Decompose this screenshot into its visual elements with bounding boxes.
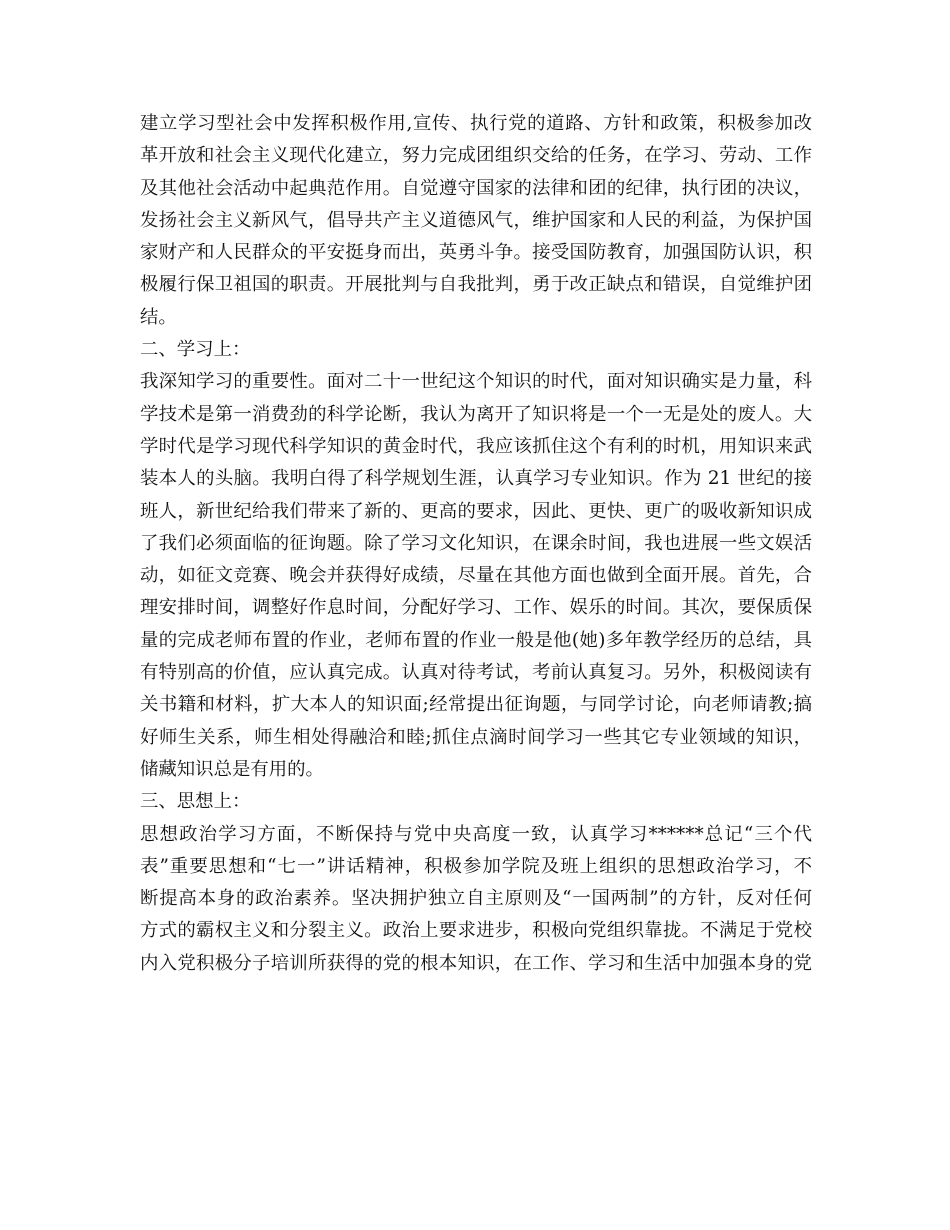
text-line: 理安排时间，调整好作息时间，分配好学习、工作、娱乐的时间。其次，要保质保 [140,597,812,619]
text-line: 内入党积极分子培训所获得的党的根本知识，在工作、学习和生活中加强本身的党 [140,952,812,974]
text-line: 及其他社会活动中起典范作用。自觉遵守国家的法律和团的纪律，执行团的决议， [140,177,812,199]
text-line: 装本人的头脑。我明白得了科学规划生涯，认真学习专业知识。作为 21 世纪的接 [140,468,812,490]
text-line: 了我们必须面临的征询题。除了学习文化知识，在课余时间，我也进展一些文娱活 [140,532,812,554]
document-body [140,108,812,980]
text-line: 有特别高的价值，应认真完成。认真对待考试，考前认真复习。另外，积极阅读有 [140,662,812,684]
text-line: 学时代是学习现代科学知识的黄金时代，我应该抓住这个有利的时机，用知识来武 [140,435,812,457]
text-line: 储藏知识总是有用的。 [140,758,324,780]
text-line: 发扬社会主义新风气，倡导共产主义道德风气，维护国家和人民的利益，为保护国 [140,209,812,231]
text-line: 我深知学习的重要性。面对二十一世纪这个知识的时代，面对知识确实是力量，科 [140,371,812,393]
text-line: 革开放和社会主义现代化建立，努力完成团组织交给的任务，在学习、劳动、工作 [140,145,812,167]
text-line: 方式的霸权主义和分裂主义。政治上要求进步，积极向党组织靠拢。不满足于党校 [140,920,812,942]
text-line: 量的完成老师布置的作业，老师布置的作业一般是他(她)多年教学经历的总结，具 [140,629,812,651]
text-line: 班人，新世纪给我们带来了新的、更高的要求，因此、更快、更广的吸收新知识成 [140,500,812,522]
section-heading: 二、学习上： [140,339,251,361]
text-line: 学技术是第一消费劲的科学论断，我认为离开了知识将是一个一无是处的废人。大 [140,403,812,425]
text-line: 动，如征文竞赛、晚会并获得好成绩，尽量在其他方面也做到全面开展。首先，合 [140,565,812,587]
text-line: 好师生关系，师生相处得融洽和睦;抓住点滴时间学习一些其它专业领域的知识， [140,726,812,748]
text-line: 建立学习型社会中发挥积极作用,宣传、执行党的道路、方针和政策，积极参加改 [140,113,812,134]
text-line: 表”重要思想和“七一”讲话精神，积极参加学院及班上组织的思想政治学习，不 [140,855,812,877]
text-line: 思想政治学习方面，不断保持与党中央高度一致，认真学习******总记“三个代 [140,823,812,845]
text-line: 结。 [140,306,177,328]
text-line: 断提高本身的政治素养。坚决拥护独立自主原则及“一国两制”的方针，反对任何 [140,888,812,910]
text-line: 关书籍和材料，扩大本人的知识面;经常提出征询题，与同学讨论，向老师请教;搞 [140,694,812,716]
section-heading: 三、思想上： [140,791,251,813]
text-line: 极履行保卫祖国的职责。开展批判与自我批判，勇于改正缺点和错误，自觉维护团 [140,274,812,296]
text-line: 家财产和人民群众的平安挺身而出，英勇斗争。接受国防教育，加强国防认识，积 [140,242,812,264]
